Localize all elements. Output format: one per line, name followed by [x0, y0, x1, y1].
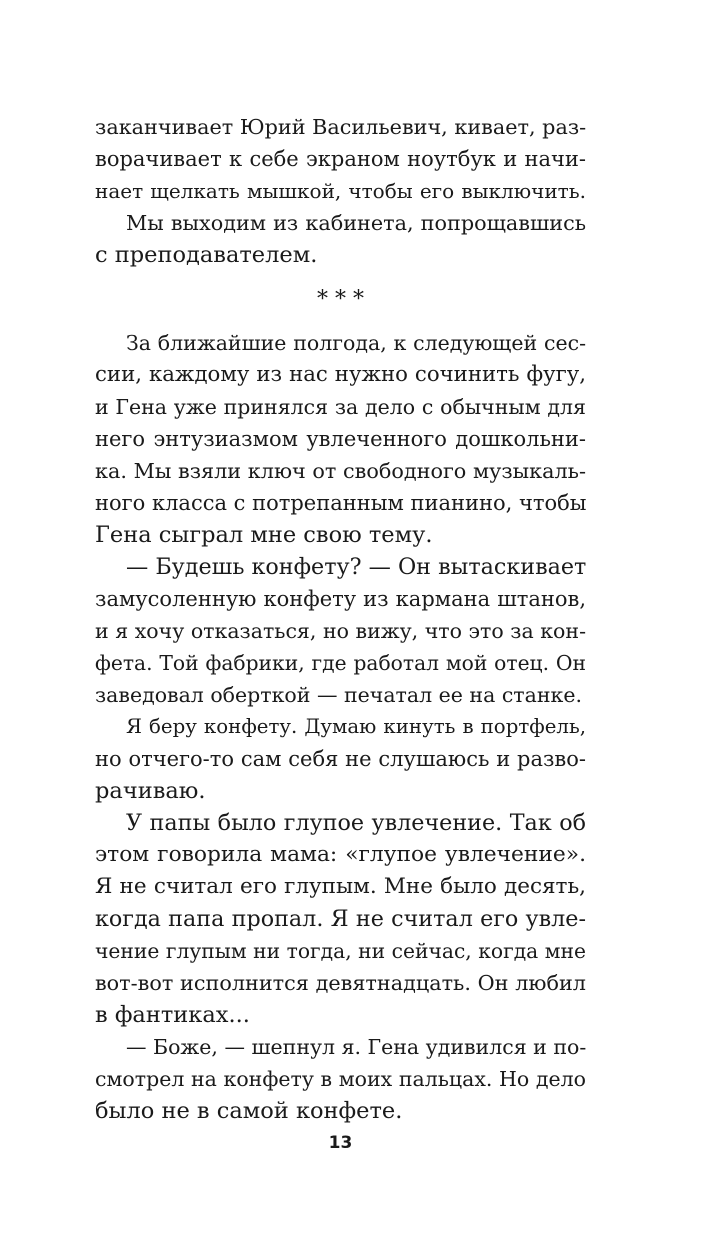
- paragraph-7-line-2: смотрел на конфету в моих пальцах. Но дело: [95, 1067, 586, 1091]
- paragraph-7-line-1: — Боже, — шепнул я. Гена удивился и по-: [126, 1035, 587, 1059]
- paragraph-4-line-4: фета. Той фабрики, где работал мой отец. Он: [95, 651, 586, 675]
- paragraph-1-line-1: заканчивает Юрий Васильевич, кивает, раз-: [95, 115, 587, 139]
- page-number: 13: [328, 1133, 353, 1153]
- paragraph-4-line-2: замусоленную конфету из кармана штанов,: [95, 587, 586, 611]
- paragraph-2-line-1: Мы выходим из кабинета, попрощавшись: [126, 211, 586, 235]
- paragraph-6-line-4: когда папа пропал. Я не считал его увле-: [95, 906, 586, 932]
- paragraph-3-line-1: За ближайшие полгода, к следующей сес-: [126, 331, 586, 355]
- paragraph-3-line-6: ного класса с потрепанным пианино, чтобы: [95, 491, 587, 515]
- paragraph-6-line-5: чение глупым ни тогда, ни сейчас, когда мне: [95, 939, 586, 963]
- paragraph-4-line-5: заведовал оберткой — печатал ее на станке.: [95, 683, 582, 707]
- paragraph-4-line-1: — Будешь конфету? — Он вытаскивает: [126, 554, 587, 580]
- paragraph-3-line-4: него энтузиазмом увлеченного дошкольни-: [95, 427, 586, 451]
- paragraph-3-line-3: и Гена уже принялся за дело с обычным для: [95, 395, 586, 419]
- paragraph-3-line-7: Гена сыграл мне свою тему.: [95, 522, 433, 548]
- paragraph-5-line-1: Я беру конфету. Думаю кинуть в портфель,: [126, 715, 586, 738]
- paragraph-3-line-5: ка. Мы взяли ключ от свободного музыкаль-: [95, 459, 586, 483]
- paragraph-1-line-2: ворачивает к себе экраном ноутбук и начи-: [95, 147, 586, 171]
- paragraph-5-line-3: рачиваю.: [95, 778, 206, 804]
- paragraph-5-line-2: но отчего-то сам себя не слушаюсь и разво-: [95, 747, 586, 771]
- paragraph-1-line-3: нает щелкать мышкой, чтобы его выключить.: [95, 179, 586, 203]
- paragraph-2-line-2: с преподавателем.: [95, 242, 318, 268]
- paragraph-6-line-7: в фантиках...: [95, 1002, 250, 1028]
- paragraph-6-line-1: У папы было глупое увлечение. Так об: [126, 810, 586, 836]
- paragraph-6-line-6: вот-вот исполнится девятнадцать. Он любил: [95, 971, 586, 995]
- paragraph-4-line-3: и я хочу отказаться, но вижу, что это за кон-: [95, 619, 586, 643]
- paragraph-3-line-2: сии, каждому из нас нужно сочинить фугу,: [95, 362, 586, 387]
- paragraph-7-line-3: было не в самой конфете.: [95, 1098, 403, 1124]
- section-break: * * *: [317, 287, 364, 312]
- paragraph-6-line-2: этом говорила мама: «глупое увлечение».: [95, 842, 586, 867]
- paragraph-6-line-3: Я не считал его глупым. Мне было десять,: [95, 874, 586, 899]
